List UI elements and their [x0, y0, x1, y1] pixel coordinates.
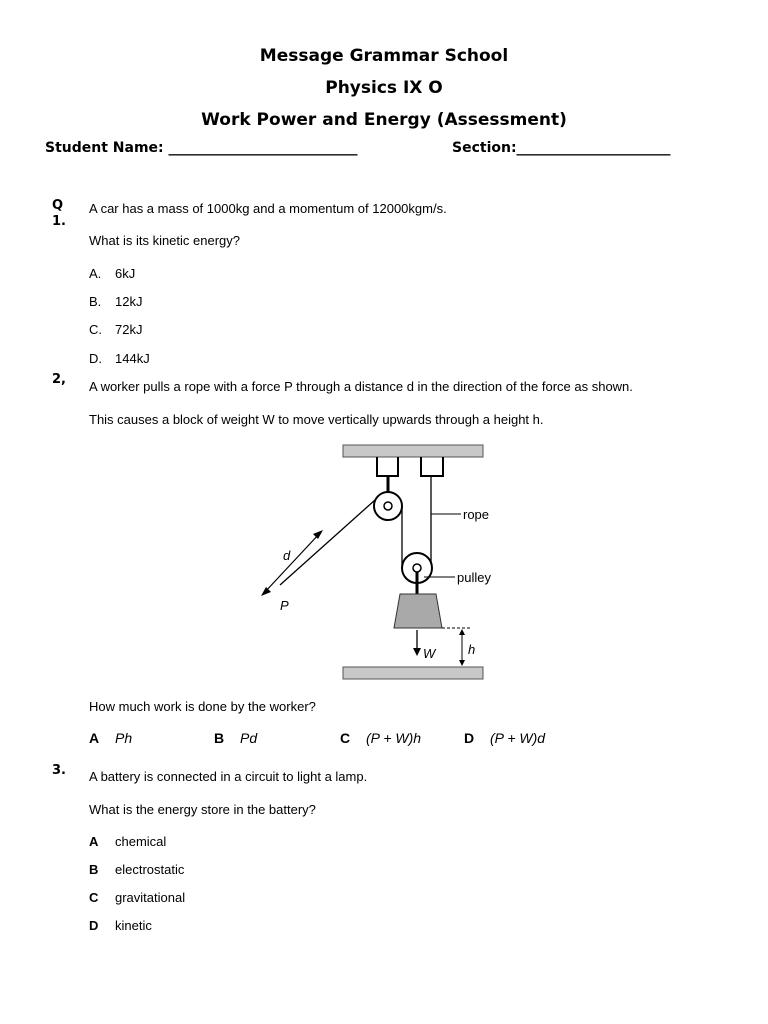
school-name: Message Grammar School — [259, 46, 509, 66]
q1-option-a-letter: A. — [89, 266, 102, 281]
q3-option-b[interactable] — [89, 862, 184, 877]
q1-option-b[interactable] — [89, 294, 142, 309]
q2-option-b-text: Pd — [240, 730, 258, 746]
force-label: P — [280, 598, 289, 613]
q2-option-d-text: (P + W)d — [490, 730, 546, 746]
height-arrowhead-bottom — [459, 660, 465, 666]
weight-arrowhead — [413, 648, 421, 656]
q3-number: 3. — [52, 763, 66, 778]
q3-stem-line2: What is the energy store in the battery? — [89, 802, 316, 817]
q3-option-d-letter: D — [89, 918, 99, 933]
q2-option-d[interactable] — [464, 730, 545, 746]
assessment-title: Work Power and Energy (Assessment) — [201, 110, 567, 130]
q2-option-d-letter: D — [464, 730, 475, 746]
movable-pulley-hub — [413, 564, 421, 572]
q2-option-a-letter: A — [89, 730, 100, 746]
pulley-diagram — [250, 440, 500, 685]
q1-option-b-letter: B. — [89, 294, 102, 309]
q3-option-c[interactable] — [89, 890, 185, 905]
pulley-label: pulley — [457, 570, 491, 585]
q3-option-d[interactable] — [89, 918, 152, 933]
q3-option-b-letter: B — [89, 862, 99, 877]
q1-option-d-letter: D. — [89, 351, 102, 366]
q1-stem-line2: What is its kinetic energy? — [89, 233, 241, 248]
q3-option-a[interactable] — [89, 834, 166, 849]
distance-arrowhead-bottom — [261, 587, 271, 596]
distance-label: d — [283, 548, 291, 563]
q2-option-a[interactable] — [89, 730, 132, 746]
q1-option-c-letter: C. — [89, 322, 102, 337]
q2-stem-line2: This causes a block of weight W to move vertically upwards through a height h. — [89, 412, 544, 427]
q2-option-c[interactable] — [340, 730, 421, 746]
q2-option-c-letter: C — [340, 730, 351, 746]
weight-label: W — [423, 646, 436, 661]
right-bracket — [421, 457, 443, 476]
q1-option-d[interactable] — [89, 351, 150, 366]
q3-option-a-letter: A — [89, 834, 99, 849]
q1-option-a[interactable] — [89, 266, 135, 281]
left-bracket — [377, 457, 398, 476]
load-block — [394, 594, 442, 628]
q1-option-c[interactable] — [89, 322, 142, 337]
q3-stem-line1: A battery is connected in a circuit to light a lamp. — [89, 769, 368, 784]
fixed-pulley-hub — [384, 502, 392, 510]
q2-option-c-text: (P + W)h — [366, 730, 422, 746]
q2-option-a-text: Ph — [115, 730, 133, 746]
q2-option-b[interactable] — [214, 730, 257, 746]
ceiling-beam — [343, 445, 483, 457]
q1-number-bottom: 1. — [52, 214, 66, 229]
q2-stem-line1: A worker pulls a rope with a force P through a distance d in the direction of the force as shown. — [89, 379, 633, 394]
q3-option-b-text: electrostatic — [115, 862, 185, 877]
q1-option-b-text: 12kJ — [115, 294, 143, 309]
q3-option-d-text: kinetic — [115, 918, 152, 933]
height-arrowhead-top — [459, 629, 465, 635]
section-field[interactable]: Section:______________________ — [452, 140, 671, 156]
rope-label: rope — [463, 507, 490, 522]
q3-option-c-letter: C — [89, 890, 99, 905]
q1-option-a-text: 6kJ — [115, 266, 136, 281]
q3-option-a-text: chemical — [115, 834, 167, 849]
height-label: h — [468, 642, 476, 657]
floor — [343, 667, 483, 679]
q1-stem-line1: A car has a mass of 1000kg and a momentum of 12000kgm/s. — [89, 201, 447, 216]
q3-option-c-text: gravitational — [115, 890, 186, 905]
distance-arrowhead-top — [313, 530, 323, 539]
q1-option-d-text: 144kJ — [115, 351, 150, 366]
student-name-field[interactable]: Student Name: ___________________________ — [45, 140, 358, 156]
class-name: Physics IX O — [325, 78, 443, 98]
q2-question: How much work is done by the worker? — [89, 699, 316, 714]
distance-arrow — [264, 533, 320, 593]
q2-number: 2, — [52, 372, 66, 387]
q1-option-c-text: 72kJ — [115, 322, 143, 337]
q1-number-top: Q — [52, 198, 64, 213]
q2-option-b-letter: B — [214, 730, 225, 746]
rope-pulled — [280, 500, 375, 585]
